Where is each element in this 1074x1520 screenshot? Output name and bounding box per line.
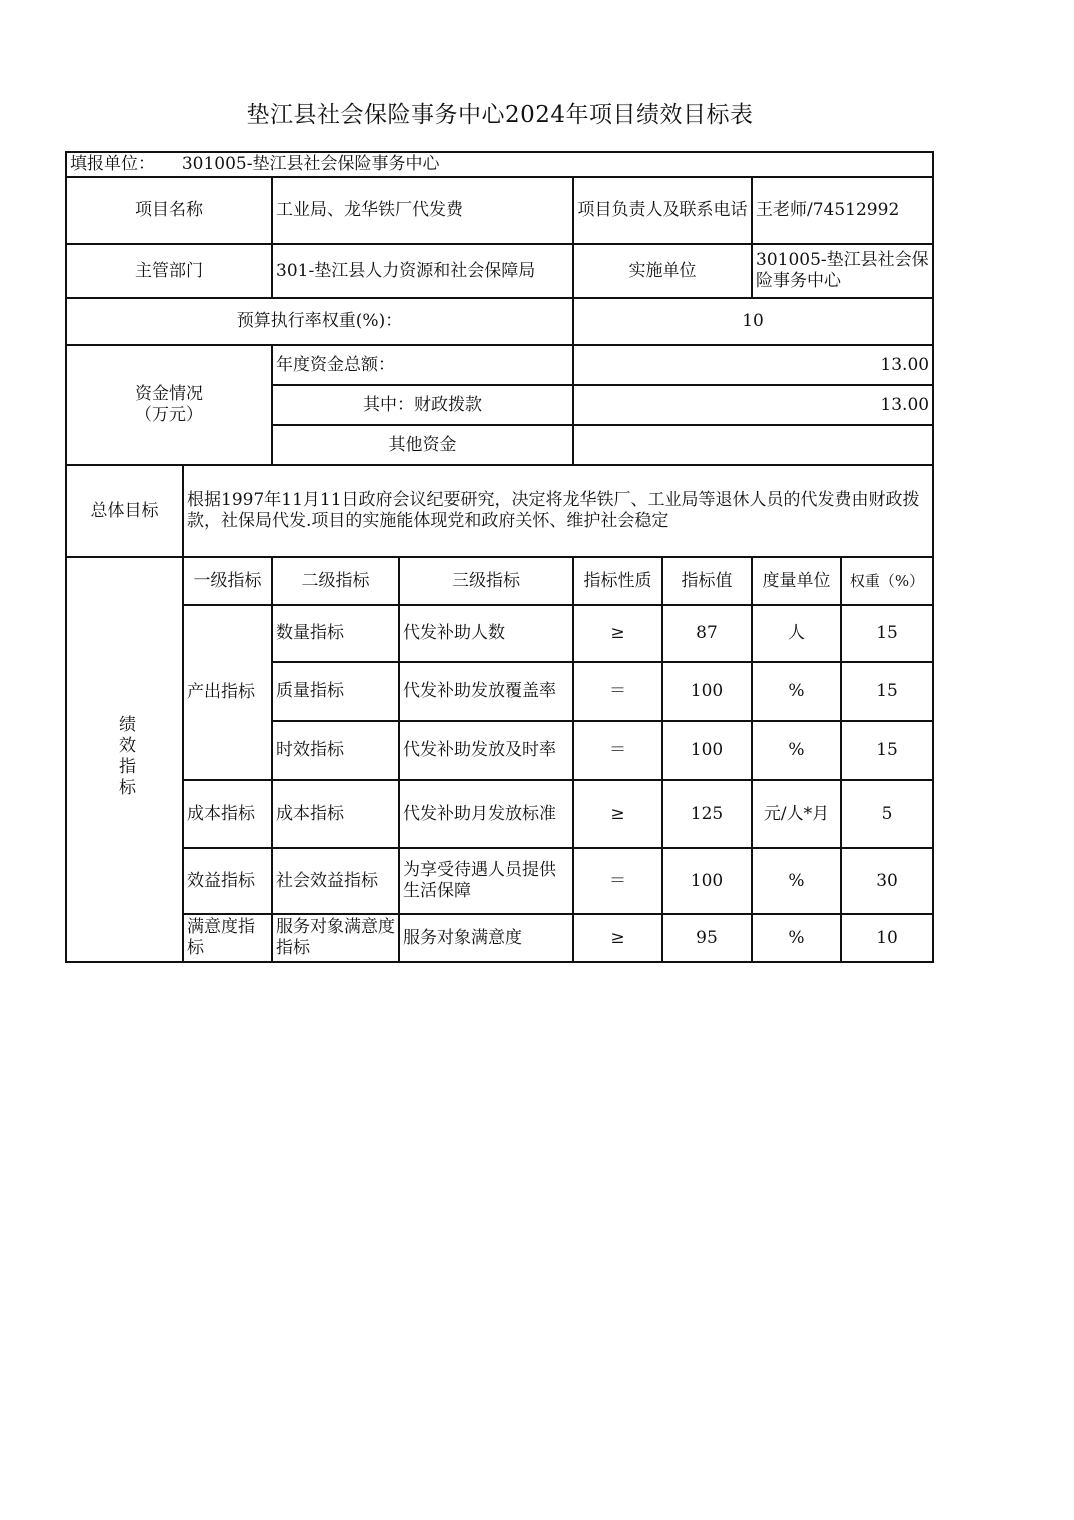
- header-weight: 权重（%）: [841, 557, 933, 605]
- nature-cell: ≥: [573, 780, 662, 848]
- header-nature: 指标性质: [573, 557, 662, 605]
- nature-cell: ≥: [573, 914, 662, 962]
- unit-cell: %: [752, 721, 841, 780]
- level2-cell: 社会效益指标: [272, 848, 399, 914]
- funds-label-line1: 资金情况: [135, 384, 203, 404]
- value-cell: 87: [662, 605, 752, 662]
- level2-cell: 成本指标: [272, 780, 399, 848]
- weight-cell: 5: [841, 780, 933, 848]
- funds-total-row: [66, 345, 933, 385]
- unit-cell: %: [752, 914, 841, 962]
- table-row: [66, 605, 933, 662]
- unit-cell: 人: [752, 605, 841, 662]
- level3-cell: 代发补助发放覆盖率: [399, 662, 573, 721]
- level3-cell: 代发补助发放及时率: [399, 721, 573, 780]
- dept-row: [66, 244, 933, 298]
- level1-cost: 成本指标: [183, 780, 272, 848]
- dept-label: 主管部门: [66, 244, 272, 298]
- funds-label: [66, 345, 272, 465]
- level1-satisfaction: 满意度指标: [183, 914, 272, 962]
- weight-cell: 15: [841, 662, 933, 721]
- table-row: [66, 780, 933, 848]
- weight-cell: 10: [841, 914, 933, 962]
- funds-fiscal-label: 其中：财政拨款: [272, 385, 573, 425]
- impl-label: 实施单位: [573, 244, 752, 298]
- nature-cell: ≥: [573, 605, 662, 662]
- project-owner-value: 王老师/74512992: [752, 177, 933, 244]
- level3-cell: 服务对象满意度: [399, 914, 573, 962]
- indicator-section-label: [66, 557, 183, 962]
- weight-cell: 15: [841, 721, 933, 780]
- unit-cell: 元/人*月: [752, 780, 841, 848]
- fill-unit-row: [66, 152, 933, 177]
- performance-target-table: [65, 151, 934, 963]
- level3-cell: 为享受待遇人员提供生活保障: [399, 848, 573, 914]
- header-unit: 度量单位: [752, 557, 841, 605]
- budget-weight-row: [66, 298, 933, 345]
- header-level2: 二级指标: [272, 557, 399, 605]
- level3-cell: 代发补助月发放标准: [399, 780, 573, 848]
- value-cell: 95: [662, 914, 752, 962]
- project-name-value: 工业局、龙华铁厂代发费: [272, 177, 573, 244]
- nature-cell: ＝: [573, 721, 662, 780]
- goal-row: [66, 465, 933, 557]
- funds-total-label: 年度资金总额：: [272, 345, 573, 385]
- budget-weight-value: 10: [573, 298, 933, 345]
- level2-cell: 质量指标: [272, 662, 399, 721]
- funds-label-line2: （万元）: [135, 405, 203, 425]
- page-title: 垫江县社会保险事务中心2024年项目绩效目标表: [246, 102, 754, 128]
- funds-other-label: 其他资金: [272, 425, 573, 465]
- value-cell: 100: [662, 662, 752, 721]
- funds-fiscal-value: 13.00: [573, 385, 933, 425]
- project-owner-label: 项目负责人及联系电话: [573, 177, 752, 244]
- dept-value: 301-垫江县人力资源和社会保障局: [272, 244, 573, 298]
- nature-cell: ＝: [573, 662, 662, 721]
- goal-label: 总体目标: [66, 465, 183, 557]
- value-cell: 125: [662, 780, 752, 848]
- table-row: [66, 848, 933, 914]
- value-cell: 100: [662, 848, 752, 914]
- level2-cell: 服务对象满意度指标: [272, 914, 399, 962]
- unit-cell: %: [752, 662, 841, 721]
- table-row: [66, 914, 933, 962]
- project-name-label: 项目名称: [66, 177, 272, 244]
- funds-total-value: 13.00: [573, 345, 933, 385]
- header-level3: 三级指标: [399, 557, 573, 605]
- weight-cell: 15: [841, 605, 933, 662]
- nature-cell: ＝: [573, 848, 662, 914]
- indicator-section-text: 绩效指标: [115, 714, 135, 799]
- goal-text: 根据1997年11月11日政府会议纪要研究，决定将龙华铁厂、工业局等退休人员的代发费由财政拨款，社保局代发.项目的实施能体现党和政府关怀、维护社会稳定: [183, 465, 933, 557]
- impl-value: 301005-垫江县社会保险事务中心: [752, 244, 933, 298]
- unit-cell: %: [752, 848, 841, 914]
- level1-output: 产出指标: [183, 605, 272, 780]
- level2-cell: 时效指标: [272, 721, 399, 780]
- level3-cell: 代发补助人数: [399, 605, 573, 662]
- level2-cell: 数量指标: [272, 605, 399, 662]
- funds-other-value: [573, 425, 933, 465]
- header-value: 指标值: [662, 557, 752, 605]
- budget-weight-label: 预算执行率权重(%)：: [66, 298, 573, 345]
- value-cell: 100: [662, 721, 752, 780]
- project-name-row: [66, 177, 933, 244]
- fill-unit-label: 填报单位：: [70, 154, 155, 174]
- fill-unit-value: 301005-垫江县社会保险事务中心: [181, 154, 440, 174]
- level1-benefit: 效益指标: [183, 848, 272, 914]
- weight-cell: 30: [841, 848, 933, 914]
- header-level1: 一级指标: [183, 557, 272, 605]
- indicator-header-row: [66, 557, 933, 605]
